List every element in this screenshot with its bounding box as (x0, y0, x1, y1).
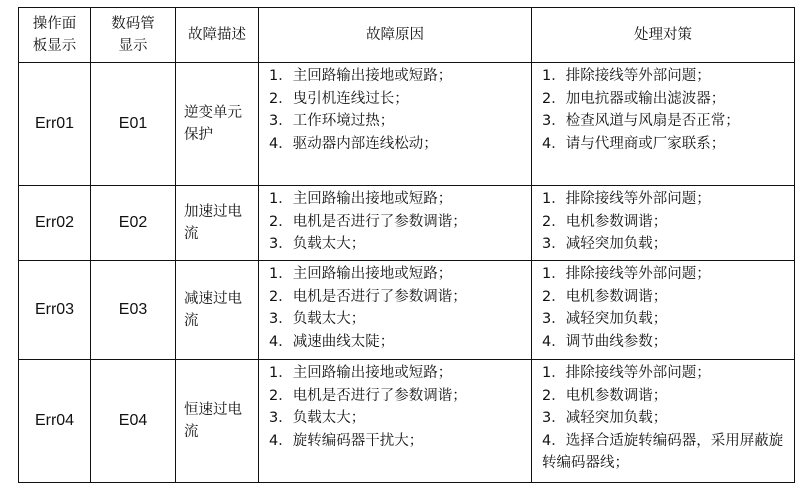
solution-item: 2．电机参数调谐； (542, 213, 668, 230)
solution-cell (532, 261, 795, 360)
cause-item: 1．主回路输出接地或短路； (269, 266, 453, 282)
description-cell (176, 63, 259, 186)
table-row (19, 360, 795, 483)
description-cell (176, 360, 259, 483)
description-line: 流 (184, 424, 199, 440)
panel-code-cell: Err02 (19, 186, 91, 261)
header-solution: 处理对策 (532, 8, 795, 63)
description-line: 恒速过电 (184, 401, 242, 418)
solution-item: 3．减轻突加负载； (542, 410, 668, 426)
cause-cell (259, 261, 532, 360)
description-line: 加速过电 (184, 203, 242, 220)
header-fault-description: 故障描述 (176, 8, 259, 63)
fault-table (18, 7, 795, 483)
header-line: 操作面 (32, 15, 77, 32)
solution-item: 3．检查风道与风扇是否正常； (542, 113, 740, 129)
description-cell (176, 261, 259, 360)
header-line: 显示 (118, 38, 148, 54)
cause-item: 1．主回路输出接地或短路； (269, 68, 453, 84)
description-line: 逆变单元 (184, 104, 242, 121)
cause-cell (259, 63, 532, 186)
table-row (19, 63, 795, 186)
cause-item: 2．曳引机连线过长； (269, 90, 409, 107)
table-row (19, 186, 795, 261)
description-line: 流 (184, 226, 199, 242)
solution-cell (532, 186, 795, 261)
solution-item: 4．调节曲线参数； (542, 333, 668, 350)
solution-item: 1．排除接线等外部问题； (542, 68, 711, 84)
cause-item: 1．主回路输出接地或短路； (269, 191, 453, 207)
cause-item: 3．负载太大； (269, 311, 366, 327)
solution-item: 2．加电抗器或输出滤波器； (542, 90, 726, 107)
solution-item: 4．请与代理商或厂家联系； (542, 135, 726, 152)
table-header-row (19, 8, 795, 63)
panel-code-cell: Err04 (19, 360, 91, 483)
header-line: 板显示 (32, 38, 77, 54)
header-panel-display (19, 8, 91, 63)
cause-item: 2．电机是否进行了参数调谐； (269, 288, 467, 305)
solution-item: 1．排除接线等外部问题； (542, 266, 711, 282)
solution-item: 1．排除接线等外部问题； (542, 191, 711, 207)
description-line: 保护 (184, 127, 213, 143)
cause-cell (259, 186, 532, 261)
solution-item: 3．减轻突加负载； (542, 311, 668, 327)
header-led-display (91, 8, 176, 63)
led-code-cell: E01 (91, 63, 176, 186)
panel-code-cell: Err03 (19, 261, 91, 360)
header-fault-cause: 故障原因 (259, 8, 532, 63)
solution-item: 4．选择合适旋转编码器，采用屏蔽旋转编码器线； (542, 432, 784, 471)
cause-item: 3．负载太大； (269, 410, 366, 426)
led-code-cell: E02 (91, 186, 176, 261)
cause-item: 4．驱动器内部连线松动； (269, 135, 438, 152)
header-line: 数码管 (111, 15, 155, 32)
solution-item: 2．电机参数调谐； (542, 288, 668, 305)
description-cell (176, 186, 259, 261)
led-code-cell: E04 (91, 360, 176, 483)
description-line: 流 (184, 313, 199, 329)
table-row (19, 261, 795, 360)
cause-item: 4．旋转编码器干扰大； (269, 432, 424, 449)
description-line: 减速过电 (184, 290, 242, 307)
cause-item: 2．电机是否进行了参数调谐； (269, 387, 467, 404)
solution-item: 3．减轻突加负载； (542, 236, 668, 252)
solution-item: 1．排除接线等外部问题； (542, 365, 711, 381)
cause-item: 4．减速曲线太陡； (269, 333, 395, 350)
cause-cell (259, 360, 532, 483)
solution-item: 2．电机参数调谐； (542, 387, 668, 404)
cause-item: 1．主回路输出接地或短路； (269, 365, 453, 381)
solution-cell (532, 360, 795, 483)
led-code-cell: E03 (91, 261, 176, 360)
cause-item: 3．工作环境过热； (269, 113, 395, 129)
cause-item: 2．电机是否进行了参数调谐； (269, 213, 467, 230)
cause-item: 3．负载太大； (269, 236, 366, 252)
panel-code-cell: Err01 (19, 63, 91, 186)
solution-cell (532, 63, 795, 186)
